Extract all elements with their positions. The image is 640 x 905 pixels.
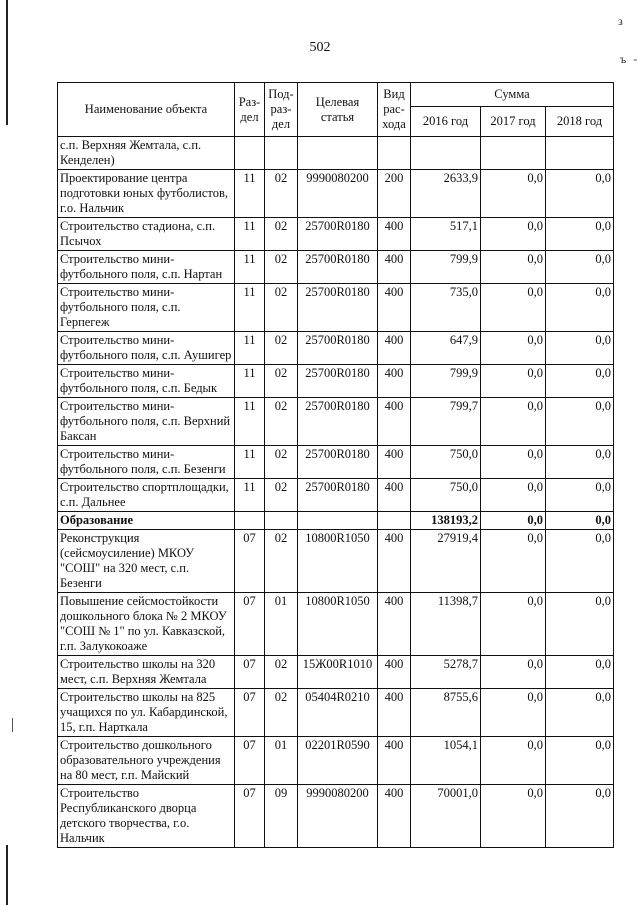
cell-name: Строительство Республиканского дворца детского творчества, г.о. Нальчик <box>58 785 235 848</box>
scan-edge-top <box>6 0 8 125</box>
cell-2018: 0,0 <box>546 530 614 593</box>
table-row <box>58 593 614 656</box>
cell-2017: 0,0 <box>481 365 546 398</box>
table-row <box>58 512 614 530</box>
cell-2018: 0,0 <box>546 332 614 365</box>
cell-2017: 0,0 <box>481 479 546 512</box>
cell-2016: 799,9 <box>411 365 481 398</box>
cell-2016: 750,0 <box>411 446 481 479</box>
cell-razdel: 11 <box>235 251 265 284</box>
cell-vid: 400 <box>378 332 411 365</box>
table-row <box>58 656 614 689</box>
cell-razdel: 07 <box>235 785 265 848</box>
cell-2017: 0,0 <box>481 785 546 848</box>
cell-podrazdel: 02 <box>265 398 298 446</box>
cell-vid: 400 <box>378 218 411 251</box>
cell-target: 25700R0180 <box>298 251 378 284</box>
cell-2017: 0,0 <box>481 170 546 218</box>
cell-name: Строительство стадиона, с.п. Псычох <box>58 218 235 251</box>
cell-podrazdel: 02 <box>265 530 298 593</box>
cell-2016 <box>411 137 481 170</box>
col-header-name: Наименование объекта <box>58 83 235 137</box>
cell-target: 9990080200 <box>298 785 378 848</box>
budget-table <box>57 82 614 848</box>
cell-name: Строительство мини-футбольного поля, с.п. Аушигер <box>58 332 235 365</box>
cell-target <box>298 137 378 170</box>
cell-podrazdel: 09 <box>265 785 298 848</box>
cell-2016: 799,9 <box>411 251 481 284</box>
table-row <box>58 170 614 218</box>
cell-razdel: 07 <box>235 689 265 737</box>
cell-name: Строительство школы на 825 учащихся по ул. Кабардинской, 15, г.п. Нарткала <box>58 689 235 737</box>
cell-2018: 0,0 <box>546 593 614 656</box>
cell-target: 25700R0180 <box>298 479 378 512</box>
cell-2016: 27919,4 <box>411 530 481 593</box>
cell-vid: 400 <box>378 284 411 332</box>
cell-vid: 200 <box>378 170 411 218</box>
cell-2018: 0,0 <box>546 656 614 689</box>
col-header-2016: 2016 год <box>411 107 481 137</box>
page-number: 502 <box>309 40 331 55</box>
table-row <box>58 737 614 785</box>
cell-podrazdel: 02 <box>265 170 298 218</box>
cell-2018: 0,0 <box>546 479 614 512</box>
cell-razdel: 07 <box>235 530 265 593</box>
cell-podrazdel: 02 <box>265 479 298 512</box>
cell-target: 10800R1050 <box>298 593 378 656</box>
cell-podrazdel: 02 <box>265 332 298 365</box>
corner-mark-right: ъ - <box>620 52 640 66</box>
cell-2016: 5278,7 <box>411 656 481 689</box>
cell-name: Реконструкция (сейсмоусиление) МКОУ "СОШ" на 320 мест, с.п. Безенги <box>58 530 235 593</box>
cell-name: Строительство школы на 320 мест, с.п. Верхняя Жемтала <box>58 656 235 689</box>
cell-2017: 0,0 <box>481 284 546 332</box>
cell-2018: 0,0 <box>546 251 614 284</box>
cell-2016: 750,0 <box>411 479 481 512</box>
cell-target: 25700R0180 <box>298 398 378 446</box>
table-row <box>58 251 614 284</box>
cell-podrazdel: 02 <box>265 365 298 398</box>
cell-razdel: 11 <box>235 170 265 218</box>
cell-2018: 0,0 <box>546 446 614 479</box>
cell-razdel: 07 <box>235 737 265 785</box>
table-row <box>58 785 614 848</box>
table-row <box>58 689 614 737</box>
cell-razdel: 11 <box>235 284 265 332</box>
col-header-sum: Сумма <box>411 83 614 107</box>
cell-2018: 0,0 <box>546 365 614 398</box>
col-header-podrazdel: Под-раз-дел <box>265 83 298 137</box>
cell-target: 25700R0180 <box>298 446 378 479</box>
cell-name: Образование <box>58 512 235 530</box>
table-row <box>58 479 614 512</box>
cell-vid: 400 <box>378 398 411 446</box>
col-header-2017: 2017 год <box>481 107 546 137</box>
cell-2016: 2633,9 <box>411 170 481 218</box>
cell-podrazdel: 02 <box>265 218 298 251</box>
cell-name: Строительство мини-футбольного поля, с.п. Верхний Баксан <box>58 398 235 446</box>
cell-target: 05404R0210 <box>298 689 378 737</box>
cell-razdel: 11 <box>235 398 265 446</box>
col-header-target: Целевая статья <box>298 83 378 137</box>
scan-mark <box>12 718 13 732</box>
cell-vid: 400 <box>378 785 411 848</box>
cell-2018: 0,0 <box>546 512 614 530</box>
cell-2017: 0,0 <box>481 251 546 284</box>
cell-razdel: 07 <box>235 593 265 656</box>
table-row <box>58 365 614 398</box>
cell-2017: 0,0 <box>481 530 546 593</box>
cell-name: Проектирование центра подготовки юных футболистов, г.о. Нальчик <box>58 170 235 218</box>
cell-2018: 0,0 <box>546 284 614 332</box>
cell-target: 15Ж00R1010 <box>298 656 378 689</box>
cell-2016: 799,7 <box>411 398 481 446</box>
cell-2016: 647,9 <box>411 332 481 365</box>
cell-razdel: 11 <box>235 332 265 365</box>
cell-2016: 1054,1 <box>411 737 481 785</box>
cell-2017: 0,0 <box>481 593 546 656</box>
cell-name: Строительство мини-футбольного поля, с.п. Безенги <box>58 446 235 479</box>
cell-target: 02201R0590 <box>298 737 378 785</box>
cell-vid: 400 <box>378 593 411 656</box>
cell-2018: 0,0 <box>546 170 614 218</box>
cell-razdel: 07 <box>235 656 265 689</box>
cell-podrazdel: 02 <box>265 284 298 332</box>
cell-2018: 0,0 <box>546 737 614 785</box>
cell-target: 25700R0180 <box>298 218 378 251</box>
col-header-vid: Вид рас-хода <box>378 83 411 137</box>
col-header-razdel: Раз-дел <box>235 83 265 137</box>
cell-name: Строительство спортплощадки, с.п. Дальнее <box>58 479 235 512</box>
scan-edge-bottom <box>6 845 8 905</box>
cell-razdel: 11 <box>235 365 265 398</box>
cell-2017: 0,0 <box>481 737 546 785</box>
table-row <box>58 398 614 446</box>
cell-target: 25700R0180 <box>298 284 378 332</box>
cell-name: с.п. Верхняя Жемтала, с.п. Кенделен) <box>58 137 235 170</box>
cell-name: Строительство мини-футбольного поля, с.п. Бедык <box>58 365 235 398</box>
cell-2017: 0,0 <box>481 689 546 737</box>
cell-name: Повышение сейсмостойкости дошкольного блока № 2 МКОУ "СОШ № 1" по ул. Кавказской, г.п. Залукокоаже <box>58 593 235 656</box>
cell-2018: 0,0 <box>546 785 614 848</box>
cell-name: Строительство мини-футбольного поля, с.п. Герпегеж <box>58 284 235 332</box>
cell-2016: 70001,0 <box>411 785 481 848</box>
cell-2017 <box>481 137 546 170</box>
cell-vid: 400 <box>378 530 411 593</box>
cell-vid: 400 <box>378 446 411 479</box>
cell-2016: 735,0 <box>411 284 481 332</box>
cell-vid <box>378 512 411 530</box>
cell-vid <box>378 137 411 170</box>
cell-2017: 0,0 <box>481 446 546 479</box>
cell-target: 25700R0180 <box>298 365 378 398</box>
cell-2017: 0,0 <box>481 218 546 251</box>
cell-podrazdel <box>265 137 298 170</box>
table-row <box>58 218 614 251</box>
cell-vid: 400 <box>378 479 411 512</box>
cell-razdel: 11 <box>235 446 265 479</box>
cell-razdel <box>235 137 265 170</box>
table-row <box>58 446 614 479</box>
cell-2017: 0,0 <box>481 398 546 446</box>
cell-2018: 0,0 <box>546 398 614 446</box>
table-row <box>58 284 614 332</box>
cell-2017: 0,0 <box>481 512 546 530</box>
cell-podrazdel: 02 <box>265 446 298 479</box>
cell-2016: 517,1 <box>411 218 481 251</box>
cell-podrazdel: 02 <box>265 251 298 284</box>
cell-vid: 400 <box>378 737 411 785</box>
cell-vid: 400 <box>378 656 411 689</box>
cell-razdel: 11 <box>235 218 265 251</box>
cell-razdel: 11 <box>235 479 265 512</box>
cell-2016: 11398,7 <box>411 593 481 656</box>
cell-2018: 0,0 <box>546 689 614 737</box>
cell-2018 <box>546 137 614 170</box>
cell-vid: 400 <box>378 689 411 737</box>
cell-razdel <box>235 512 265 530</box>
table-row <box>58 530 614 593</box>
table-row <box>58 332 614 365</box>
cell-target: 10800R1050 <box>298 530 378 593</box>
cell-podrazdel: 01 <box>265 737 298 785</box>
cell-2016: 138193,2 <box>411 512 481 530</box>
cell-2017: 0,0 <box>481 656 546 689</box>
cell-name: Строительство дошкольного образовательного учреждения на 80 мест, г.п. Майский <box>58 737 235 785</box>
cell-target: 9990080200 <box>298 170 378 218</box>
cell-2017: 0,0 <box>481 332 546 365</box>
cell-name: Строительство мини-футбольного поля, с.п. Нартан <box>58 251 235 284</box>
cell-2016: 8755,6 <box>411 689 481 737</box>
cell-podrazdel: 02 <box>265 656 298 689</box>
table-row <box>58 137 614 170</box>
cell-podrazdel: 02 <box>265 689 298 737</box>
cell-target <box>298 512 378 530</box>
cell-podrazdel <box>265 512 298 530</box>
col-header-2018: 2018 год <box>546 107 614 137</box>
cell-vid: 400 <box>378 365 411 398</box>
cell-2018: 0,0 <box>546 218 614 251</box>
cell-podrazdel: 01 <box>265 593 298 656</box>
cell-target: 25700R0180 <box>298 332 378 365</box>
corner-mark-top: з <box>618 14 623 28</box>
cell-vid: 400 <box>378 251 411 284</box>
